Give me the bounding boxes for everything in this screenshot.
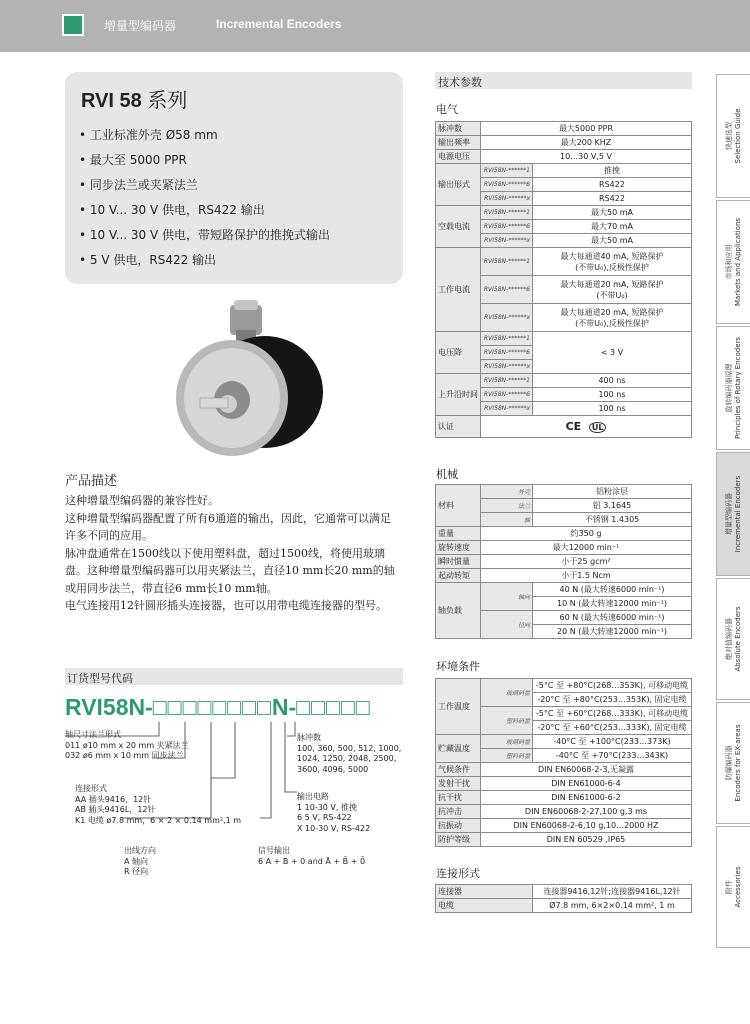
direction-option: R 径向 [124,867,149,876]
circuit-spec-block [297,792,370,834]
tab-absolute-encoders[interactable]: 绝对值编码器 Absolute Encoders [716,578,750,700]
table-row: RVI58N-******x 100 ns [436,402,692,416]
table-row: 电压降 RVI58N-******1 < 3 V [436,332,692,346]
table-row: RVI58N-******x 最大50 mA [436,234,692,248]
table-row: 贮藏温度 玻璃码盘 -40°C 至 +100°C(233…373K) [436,735,692,749]
pulse-option: 3600, 4096, 5000 [297,764,369,774]
signal-title: 信号输出 [258,846,290,855]
shaft-title: 轴尺寸法兰形式 [65,730,121,739]
header-title-en: Incremental Encoders [216,17,342,31]
tab-ex-areas[interactable]: 防爆编码器 Encoders for EX-areas [716,702,750,824]
electrical-table [435,121,692,438]
table-row: -20°C 至 +60°C(253…333K), 固定电缆 [436,721,692,735]
circuit-option: 1 10-30 V, 推挽 [297,802,357,812]
series-suffix: 系列 [147,88,188,112]
pulse-option: 1024, 1250, 2048, 2500, [297,754,397,763]
circuit-option: 6 5 V, RS-422 [297,813,352,822]
table-row: 工作电流 RVI58N-******1 最大每通道40 mA, 短路保护 (不带U₀),反极性保护 [436,248,692,276]
connection-spec-block [75,784,241,826]
table-row: -20°C 至 +80°C(253…353K), 固定电缆 [436,693,692,707]
table-row: 连接器 连接器9416,12针;连接器9416L,12针 [436,885,692,899]
table-row: RVI58N-******6 RS422 [436,178,692,192]
description-paragraph: 这种增量型编码器的兼容性好。 [65,494,219,507]
shaft-option: 011 ø10 mm x 20 mm 夹紧法兰 [65,740,189,750]
direction-option: A 轴向 [124,856,149,866]
table-row: 10 N (最大转速12000 min⁻¹) [436,597,692,611]
table-row: RVI58N-******6 最大每通道20 mA, 短路保护 (不带U₀) [436,276,692,304]
table-row: 输出形式 RVI58N-******1 推挽 [436,164,692,178]
electrical-title: 电气 [436,103,458,116]
description-paragraph: 电气连接用12针圆形插头连接器，也可以用带电缆连接器的型号。 [65,599,387,612]
table-row: 径向 60 N (最大转速6000 min⁻¹) [436,611,692,625]
table-row: 上升沿时间 RVI58N-******1 400 ns [436,374,692,388]
description-paragraph: 这种增量型编码器配置了所有6通道的输出，因此，它通常可以满足许多不同的应用。 [65,511,391,542]
ul-mark-icon: UL [589,422,607,433]
table-row: 抗干扰 DIN EN61000-6-2 [436,791,692,805]
tab-principles[interactable]: 旋转编码器原理 Principles of Rotary Encoders [716,326,750,450]
table-row: RVI58N-******6 [436,346,692,360]
table-row: 抗振动 DIN EN60068-2-6,10 g,10…2000 HZ [436,819,692,833]
series-model: RVI 58 [81,90,142,112]
table-row: RVI58N-******6 100 ns [436,388,692,402]
feature-list [79,128,330,278]
table-row: 输出频率 最大200 KHZ [436,136,692,150]
description-body [65,492,397,615]
environment-table [435,678,692,847]
feature-item: • 最大至 5000 PPR [79,153,330,178]
table-row: 防护等级 DIN EN 60529 ,IP65 [436,833,692,847]
connection-title: 连接形式 [75,784,107,793]
table-row: 20 N (最大转速12000 min⁻¹) [436,625,692,639]
tab-incremental-encoders[interactable]: 增量型编码器 Incremental Encoders [716,452,750,576]
table-row: 脉冲数 最大5000 PPR [436,122,692,136]
brand-square-icon [62,14,84,36]
order-code-prefix: RVI58N- [65,694,153,720]
connection-option: K1 电缆 ø7.8 mm，6 × 2 × 0.14 mm²,1 m [75,815,242,825]
tab-accessories[interactable]: 附件 Accessories [716,826,750,948]
tab-markets[interactable]: 市场和应用 Markets and Applications [716,200,750,324]
pulse-title: 脉冲数 [297,733,321,742]
order-code [65,694,371,721]
shaft-option: 032 ø6 mm x 10 mm 同步法兰 [65,751,184,760]
series-summary-panel [65,72,403,284]
feature-item: • 10 V... 30 V 供电，RS422 输出 [79,203,330,228]
shaft-spec-block [65,730,189,762]
table-row: 电缆 Ø7.8 mm, 6×2×0.14 mm², 1 m [436,899,692,913]
direction-spec-block [124,846,156,878]
order-code-header: 订货型号代码 [65,668,403,685]
signal-spec-block [258,846,365,867]
header-bar [0,0,750,52]
description-title: 产品描述 [65,474,118,489]
table-row: 轴负载 轴向 40 N (最大转速6000 min⁻¹) [436,583,692,597]
table-row: 空载电流 RVI58N-******1 最大50 mA [436,206,692,220]
encoder-product-image [170,300,325,460]
feature-item: • 10 V... 30 V 供电，带短路保护的推挽式输出 [79,228,330,253]
table-row: 材料 外壳 铝粉涂层 [436,485,692,499]
description-paragraph: 脉冲盘通常在1500线以下使用塑料盘，超过1500线，将使用玻璃盘。这种增量型编码器可以用夹紧法兰，直径10 mm长20 mm的轴或用同步法兰，带直径6 mm长10 mm轴。 [65,546,395,595]
table-row: RVI58N-******x [436,360,692,374]
order-code-boxes: □□□□□□□□ [152,694,272,720]
table-row: 起动转矩 小于1.5 Ncm [436,569,692,583]
pulse-option: 100, 360, 500, 512, 1000, [297,743,402,753]
table-row: 塑料码盘 -5°C 至 +60°C(268…333K), 可移动电缆 [436,707,692,721]
table-row: 抗冲击 DIN EN60068-2-27,100 g,3 ms [436,805,692,819]
table-row: RVI58N-******6 最大70 mA [436,220,692,234]
tab-selection-guide[interactable]: 快速选型 Selection Guide [716,74,750,198]
table-row: 认证 CE UL [436,416,692,438]
table-row: RVI58N-******x RS422 [436,192,692,206]
circuit-option: X 10-30 V, RS-422 [297,823,371,833]
feature-item: • 工业标准外壳 Ø58 mm [79,128,330,153]
header-title-cn: 增量型编码器 [104,19,177,33]
table-row: 法兰 铝 3.1645 [436,499,692,513]
environment-title: 环境条件 [436,660,480,673]
table-row: 工作温度 玻璃码盘 -5°C 至 +80°C(268…353K), 可移动电缆 [436,679,692,693]
order-code-tail: □□□□□ [296,694,371,720]
mechanical-title: 机械 [436,468,458,481]
feature-item: • 同步法兰或夹紧法兰 [79,178,330,203]
connection-option: AA 插头9416，12针 [75,794,152,804]
circuit-title: 输出电路 [297,792,329,801]
table-row: 旋转速度 最大12000 min⁻¹ [436,541,692,555]
table-row: 塑料码盘 -40°C 至 +70°C(233…343K) [436,749,692,763]
table-row: 重量 约350 g [436,527,692,541]
table-row: 发射干扰 DIN EN61000-6-4 [436,777,692,791]
mechanical-table [435,484,692,639]
table-row: 轴 不锈钢 1.4305 [436,513,692,527]
table-row: 气候条件 DIN EN60068-2-3,无凝露 [436,763,692,777]
order-code-n: N- [271,694,297,720]
signal-option: 6 A + B + 0 and Ā + B̄ + 0̄ [258,856,366,866]
series-title [81,84,187,113]
feature-item: • 5 V 供电，RS422 输出 [79,253,330,278]
pulse-spec-block [297,733,401,775]
table-row: 瞬时惯量 小于25 gcm² [436,555,692,569]
tech-params-header: 技术参数 [435,72,692,89]
ce-mark-icon: CE [565,420,582,433]
direction-title: 出线方向 [124,846,156,855]
connection-option: AB 插头9416L，12针 [75,805,156,814]
table-row: 电源电压 10…30 V,5 V [436,150,692,164]
table-row: RVI58N-******x 最大每通道20 mA, 短路保护 (不带U₀),反极性保护 [436,304,692,332]
connection-title: 连接形式 [436,867,480,880]
connection-table [435,884,692,913]
